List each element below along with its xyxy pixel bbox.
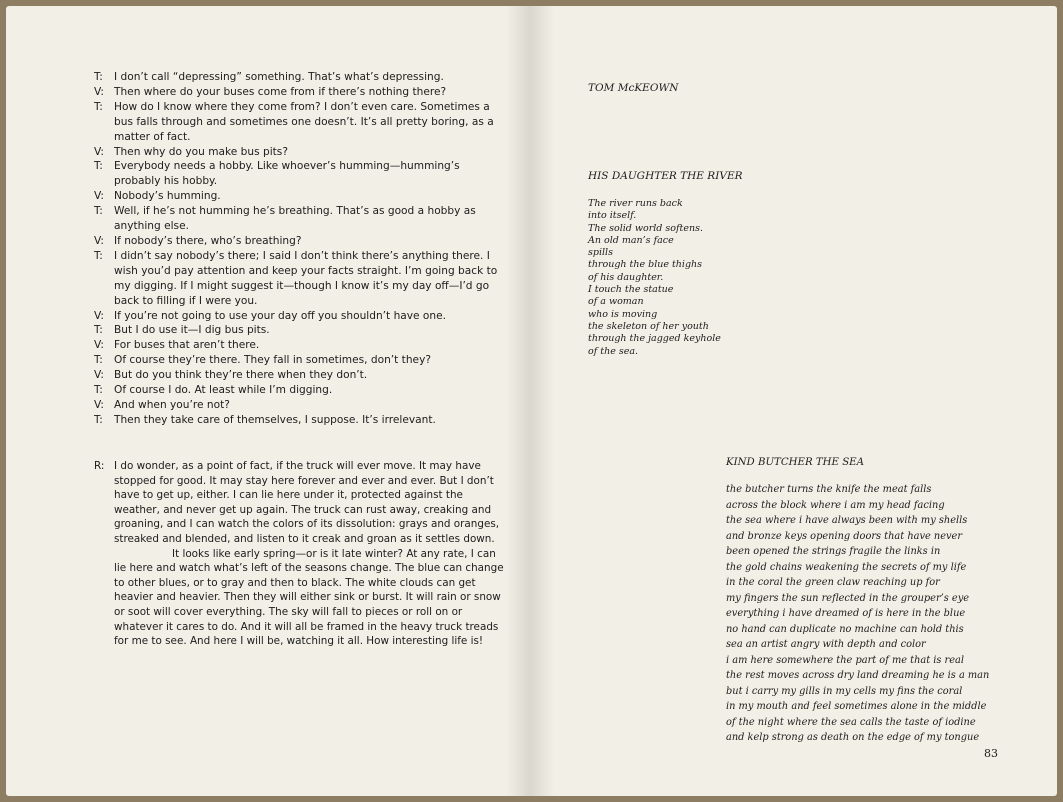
monologue-first-paragraph (94, 459, 506, 547)
poem-line: into itself. (588, 210, 637, 222)
speaker-label: T: (94, 354, 103, 367)
dialogue-line (94, 70, 504, 85)
dialogue-line (94, 383, 504, 398)
dialogue-text: Of course they’re there. They fall in sometimes, don’t they? (114, 354, 431, 367)
speaker-label: V: (94, 398, 104, 411)
dialogue-line (94, 85, 504, 100)
poem-line: in my mouth and feel sometimes alone in the middle (726, 701, 987, 712)
poem-line: An old man’s face (588, 234, 674, 246)
left-page (6, 6, 530, 796)
speaker-label: V: (94, 309, 104, 322)
poem-line: in the coral the green claw reaching up for (726, 577, 940, 588)
dialogue-line (94, 204, 504, 234)
dialogue-text: How do I know where they come from? I don’t even care. Sometimes a bus falls through and sometimes one doesn’t. It’s all pretty boring, as a matter of fact. (114, 100, 494, 143)
poem-line: The solid world softens. (588, 222, 703, 234)
poem-line: The river runs back (588, 198, 683, 209)
poem-line: the butcher turns the knife the meat falls (726, 484, 932, 495)
speaker-label: T: (94, 205, 103, 218)
poem-title-1: HIS DAUGHTER THE RIVER (588, 170, 743, 182)
dialogue-text: Nobody’s humming. (114, 190, 221, 203)
dialogue-line (94, 189, 504, 204)
dialogue-text: Then why do you make bus pits? (114, 145, 288, 158)
poem-line: the sea where i have always been with my shells (726, 515, 968, 526)
poem-line: spills (588, 247, 613, 259)
speaker-label: V: (94, 339, 104, 352)
poem-1-body (588, 198, 721, 358)
monologue-block (94, 459, 506, 649)
dialogue-text: I didn’t say nobody’s there; I said I don’t think there’s anything there. I wish you’d pay attention and keep your facts straight. I’m going back to my digging. If I might suggest it—though I know it’s my day off—I’d go back to filling if I were you. (114, 249, 498, 307)
speaker-label: R: (94, 460, 105, 472)
poem-line: of his daughter. (588, 271, 664, 283)
poem-line: my fingers the sun reflected in the grouper’s eye (726, 592, 970, 604)
dialogue-text: Everybody needs a hobby. Like whoever’s humming—humming’s probably his hobby. (114, 160, 460, 188)
poem-line: across the block where i am my head facing (726, 499, 945, 511)
poem-line: I touch the statue (588, 284, 674, 296)
monologue-paragraph-1: I do wonder, as a point of fact, if the truck will ever move. It may have stopped for good. It may stay here forever and ever and ever. But I don’t have to get up, either. I can lie here under it, protected against the weather, and never get up again. The truck can rust away, creaking and groaning, and I can watch the colors of its dissolution: grays and oranges, streaked and blended, and listen to it creak and groan as it settles down. (114, 460, 500, 545)
dialogue-text: And when you’re not? (114, 398, 230, 411)
dialogue-line (94, 413, 504, 428)
dialogue-line (94, 159, 504, 189)
dialogue-text: But do you think they’re there when they don’t. (114, 369, 368, 382)
speaker-label: T: (94, 71, 103, 83)
speaker-label: T: (94, 249, 103, 262)
speaker-label: V: (94, 369, 104, 382)
dialogue-block (94, 70, 504, 428)
speaker-label: T: (94, 324, 103, 337)
page-gutter-shadow (530, 6, 554, 796)
dialogue-line (94, 398, 504, 413)
poem-line: through the blue thighs (588, 259, 703, 271)
dialogue-text: Well, if he’s not humming he’s breathing. That’s as good a hobby as anything else. (114, 205, 476, 233)
poem-line: of the sea. (588, 345, 639, 357)
speaker-label: V: (94, 190, 104, 203)
poem-title-2: KIND BUTCHER THE SEA (726, 457, 864, 468)
speaker-label: V: (94, 85, 104, 98)
poem-line: through the jagged keyhole (588, 333, 721, 345)
poem-line: the rest moves across dry land dreaming he is a man (726, 670, 990, 681)
poem-line: sea an artist angry with depth and color (726, 639, 926, 650)
dialogue-line (94, 338, 504, 353)
poem-line: of the night where the sea calls the taste of iodine (726, 716, 976, 728)
dialogue-line (94, 309, 504, 324)
speaker-label: T: (94, 413, 103, 426)
dialogue-line (94, 100, 504, 145)
dialogue-text: Then they take care of themselves, I suppose. It’s irrelevant. (114, 413, 436, 426)
author-name: TOM McKEOWN (588, 82, 679, 94)
poem-line: the gold chains weakening the secrets of my life (726, 561, 967, 573)
speaker-label: V: (94, 145, 104, 158)
dialogue-line (94, 145, 504, 160)
dialogue-text: Then where do your buses come from if there’s nothing there? (114, 85, 447, 98)
poem-line: and kelp strong as death on the edge of my tongue (726, 732, 980, 743)
dialogue-line (94, 323, 504, 338)
page-number: 83 (984, 747, 998, 760)
right-page (530, 6, 1057, 796)
speaker-label: T: (94, 160, 103, 173)
dialogue-text: But I do use it—I dig bus pits. (114, 324, 270, 337)
speaker-label: V: (94, 234, 104, 247)
dialogue-line (94, 368, 504, 383)
dialogue-line (94, 353, 504, 368)
monologue-paragraph-2: It looks like early spring—or is it late winter? At any rate, I can lie here and watch what’s left of the seasons change. The blue can change to other blues, or to gray and then to black. The white clouds can get heavier and heavier. Then they will either sink or burst. It will rain or snow or soot will cover everything. The sky will fall to pieces or roll on or whatever it cares to do. And it will all be framed in the heavy truck treads for me to see. And here I will be, watching it all. How interesting life is! (114, 547, 504, 648)
speaker-label: T: (94, 100, 103, 113)
dialogue-text: If nobody’s there, who’s breathing? (114, 234, 302, 247)
poem-line: everything i have dreamed of is here in the blue (726, 608, 966, 619)
poem-line: who is moving (588, 308, 658, 320)
dialogue-text: I don’t call “depressing” something. That’s what’s depressing. (114, 71, 444, 83)
poem-line: the skeleton of her youth (588, 320, 709, 332)
poem-line: no hand can duplicate no machine can hold this (726, 623, 964, 635)
dialogue-line (94, 234, 504, 249)
poem-line: and bronze keys opening doors that have never (726, 530, 963, 542)
monologue-second-paragraph (94, 547, 506, 649)
dialogue-text: If you’re not going to use your day off you shouldn’t have one. (114, 309, 447, 322)
poem-line: i am here somewhere the part of me that is real (726, 654, 965, 666)
poem-2-body (726, 482, 989, 746)
page-gutter-shadow (506, 6, 530, 796)
dialogue-line (94, 249, 504, 309)
speaker-label: T: (94, 384, 103, 397)
poem-line: but i carry my gills in my cells my fins the coral (726, 685, 963, 697)
poem-line: of a woman (588, 296, 644, 308)
dialogue-text: For buses that aren’t there. (114, 339, 260, 352)
dialogue-text: Of course I do. At least while I’m digging. (114, 384, 333, 397)
poem-line: been opened the strings fragile the links in (726, 546, 941, 557)
